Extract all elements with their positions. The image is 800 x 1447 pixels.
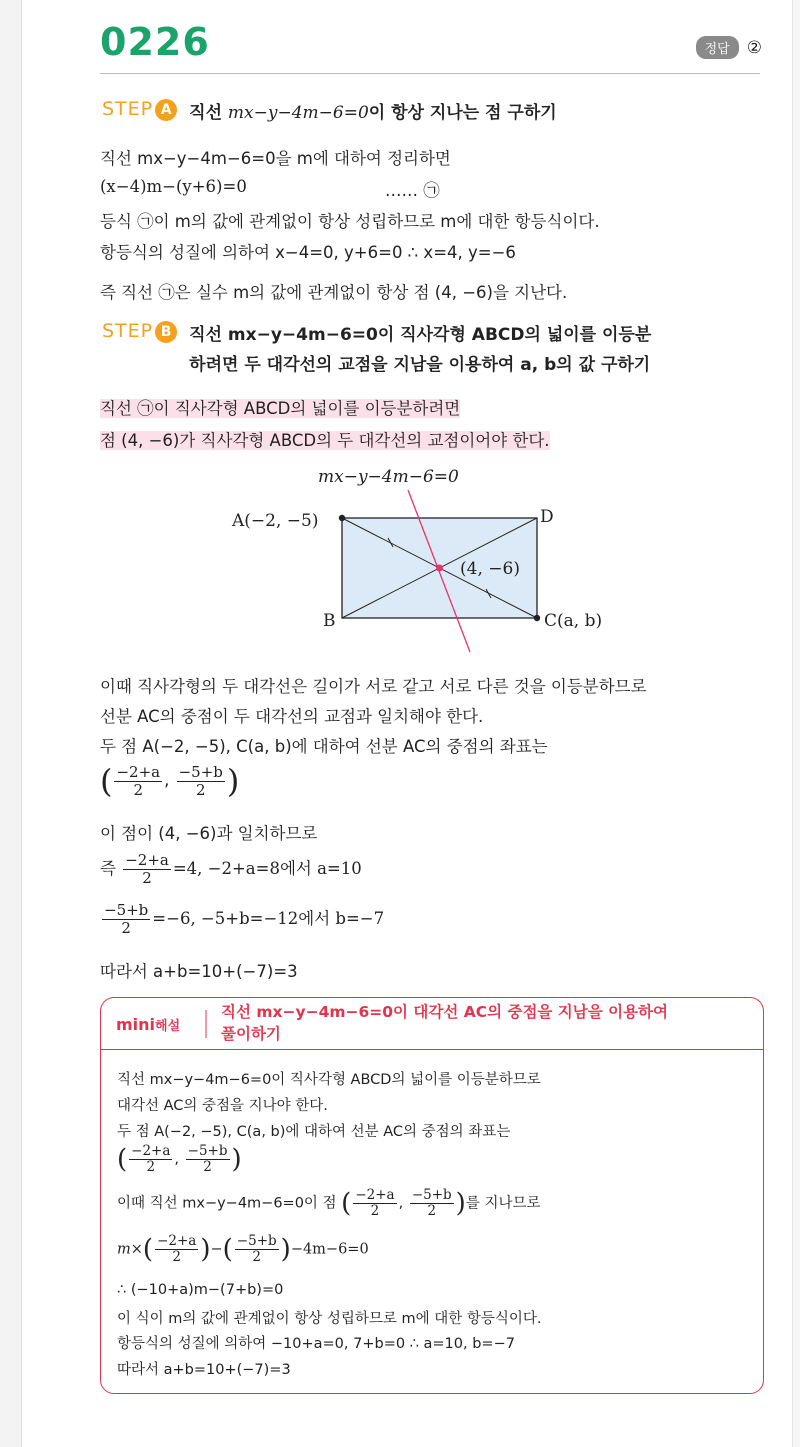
step-a-line-2: (x−4)m−(y+6)=0 (100, 177, 247, 196)
body-line-3: 두 점 A(−2, −5), C(a, b)에 대하여 선분 AC의 중점의 좌표는 (100, 737, 548, 756)
body-line-6: 즉 $\frac{-2+a}{2}$ =4, −2+a=8에서 a=10 (100, 851, 362, 887)
step-a-line-1: 직선 mx−y−4m−6=0을 m에 대하여 정리하면 (100, 149, 451, 168)
step-a-title: 직선 mx−y−4m−6=0이 항상 지나는 점 구하기 (189, 103, 557, 123)
point-a (339, 515, 345, 521)
step-a-line-3: 등식 ㉠이 m의 값에 관계없이 항상 성립하므로 m에 대한 항등식이다. (100, 212, 600, 231)
mini-line-3: 두 점 A(−2, −5), C(a, b)에 대하여 선분 AC의 중점의 좌표는 (117, 1124, 511, 1140)
mini-separator (205, 1010, 207, 1038)
mini-line-1: 직선 mx−y−4m−6=0이 직사각형 ABCD의 넓이를 이등분하므로 (117, 1072, 541, 1088)
mini-midpoint-expression: ( $\frac{-2+a}{2}$ , $\frac{-5+b}{2}$ ) (117, 1143, 242, 1175)
label-c: C(a, b) (544, 611, 603, 631)
mini-line-2: 대각선 AC의 중점을 지나야 한다. (117, 1098, 328, 1114)
body-line-7: $\frac{-5+b}{2}$ =−6, −5+b=−12에서 b=−7 (104, 901, 385, 937)
answer-value: ② (746, 37, 762, 58)
mini-line-8: 이 식이 m의 값에 관계없이 항상 성립하므로 m에 대한 항등식이다. (117, 1311, 542, 1327)
mini-line-9: 항등식의 성질에 의하여 −10+a=0, 7+b=0 ∴ a=10, b=−7 (117, 1336, 515, 1352)
mini-line-5: 이때 직선 mx−y−4m−6=0이 점 ( $\frac{-2+a}{2}$ , $\frac{-5+b}{2}$ )를 지나므로 (117, 1187, 541, 1219)
step-a-line-5: 즉 직선 ㉠은 실수 m의 값에 관계없이 항상 점 (4, −6)을 지난다. (100, 283, 568, 302)
rectangle-figure (0, 0, 800, 700)
line-equation-label: mx−y−4m−6=0 (318, 467, 459, 487)
label-center: (4, −6) (460, 559, 520, 579)
mini-line-10: 따라서 a+b=10+(−7)=3 (117, 1362, 291, 1378)
midpoint-expression: ( $\frac{-2+a}{2}$ , $\frac{-5+b}{2}$ ) (100, 762, 240, 800)
mini-logo: mini해설 (116, 1015, 181, 1034)
answer-tag: 정답 (696, 36, 739, 59)
mini-line-7: ∴ (−10+a)m−(7+b)=0 (117, 1282, 284, 1298)
step-b-label: STEP (102, 320, 154, 342)
center-point (436, 565, 443, 572)
step-b-letter: B (155, 321, 177, 343)
point-c (534, 615, 540, 621)
label-a: A(−2, −5) (232, 511, 319, 531)
body-line-8: 따라서 a+b=10+(−7)=3 (100, 962, 298, 981)
step-b-highlight-2: 점 (4, −6)가 직사각형 ABCD의 두 대각선의 교점이어야 한다. (100, 431, 550, 450)
body-line-5: 이 점이 (4, −6)과 일치하므로 (100, 824, 318, 843)
mini-line-6: m×( $\frac{-2+a}{2}$ )−( $\frac{-5+b}{2}$ )−4m−6=0 (117, 1233, 369, 1265)
step-a-label: STEP (102, 98, 154, 120)
step-a-letter: A (155, 99, 177, 121)
body-line-2: 선분 AC의 중점이 두 대각선의 교점과 일치해야 한다. (100, 707, 484, 726)
problem-number: 0226 (100, 20, 210, 64)
mini-solution-header (100, 997, 764, 1049)
step-b-highlight-1: 직선 ㉠이 직사각형 ABCD의 넓이를 이등분하려면 (100, 399, 461, 418)
step-b-title: 직선 mx−y−4m−6=0이 직사각형 ABCD의 넓이를 이등분 하려면 두 대각선의 교점을 지남을 이용하여 a, b의 값 구하기 (189, 325, 652, 375)
step-a-line-2-ref: …… ㉠ (385, 181, 440, 200)
label-b: B (323, 611, 336, 631)
mini-title: 직선 mx−y−4m−6=0이 대각선 AC의 중점을 지남을 이용하여 풀이하기 (221, 1003, 668, 1043)
body-line-1: 이때 직사각형의 두 대각선은 길이가 서로 같고 서로 다른 것을 이등분하므로 (100, 677, 647, 696)
label-d: D (540, 507, 554, 527)
step-a-line-4: 항등식의 성질에 의하여 x−4=0, y+6=0 ∴ x=4, y=−6 (100, 243, 516, 262)
